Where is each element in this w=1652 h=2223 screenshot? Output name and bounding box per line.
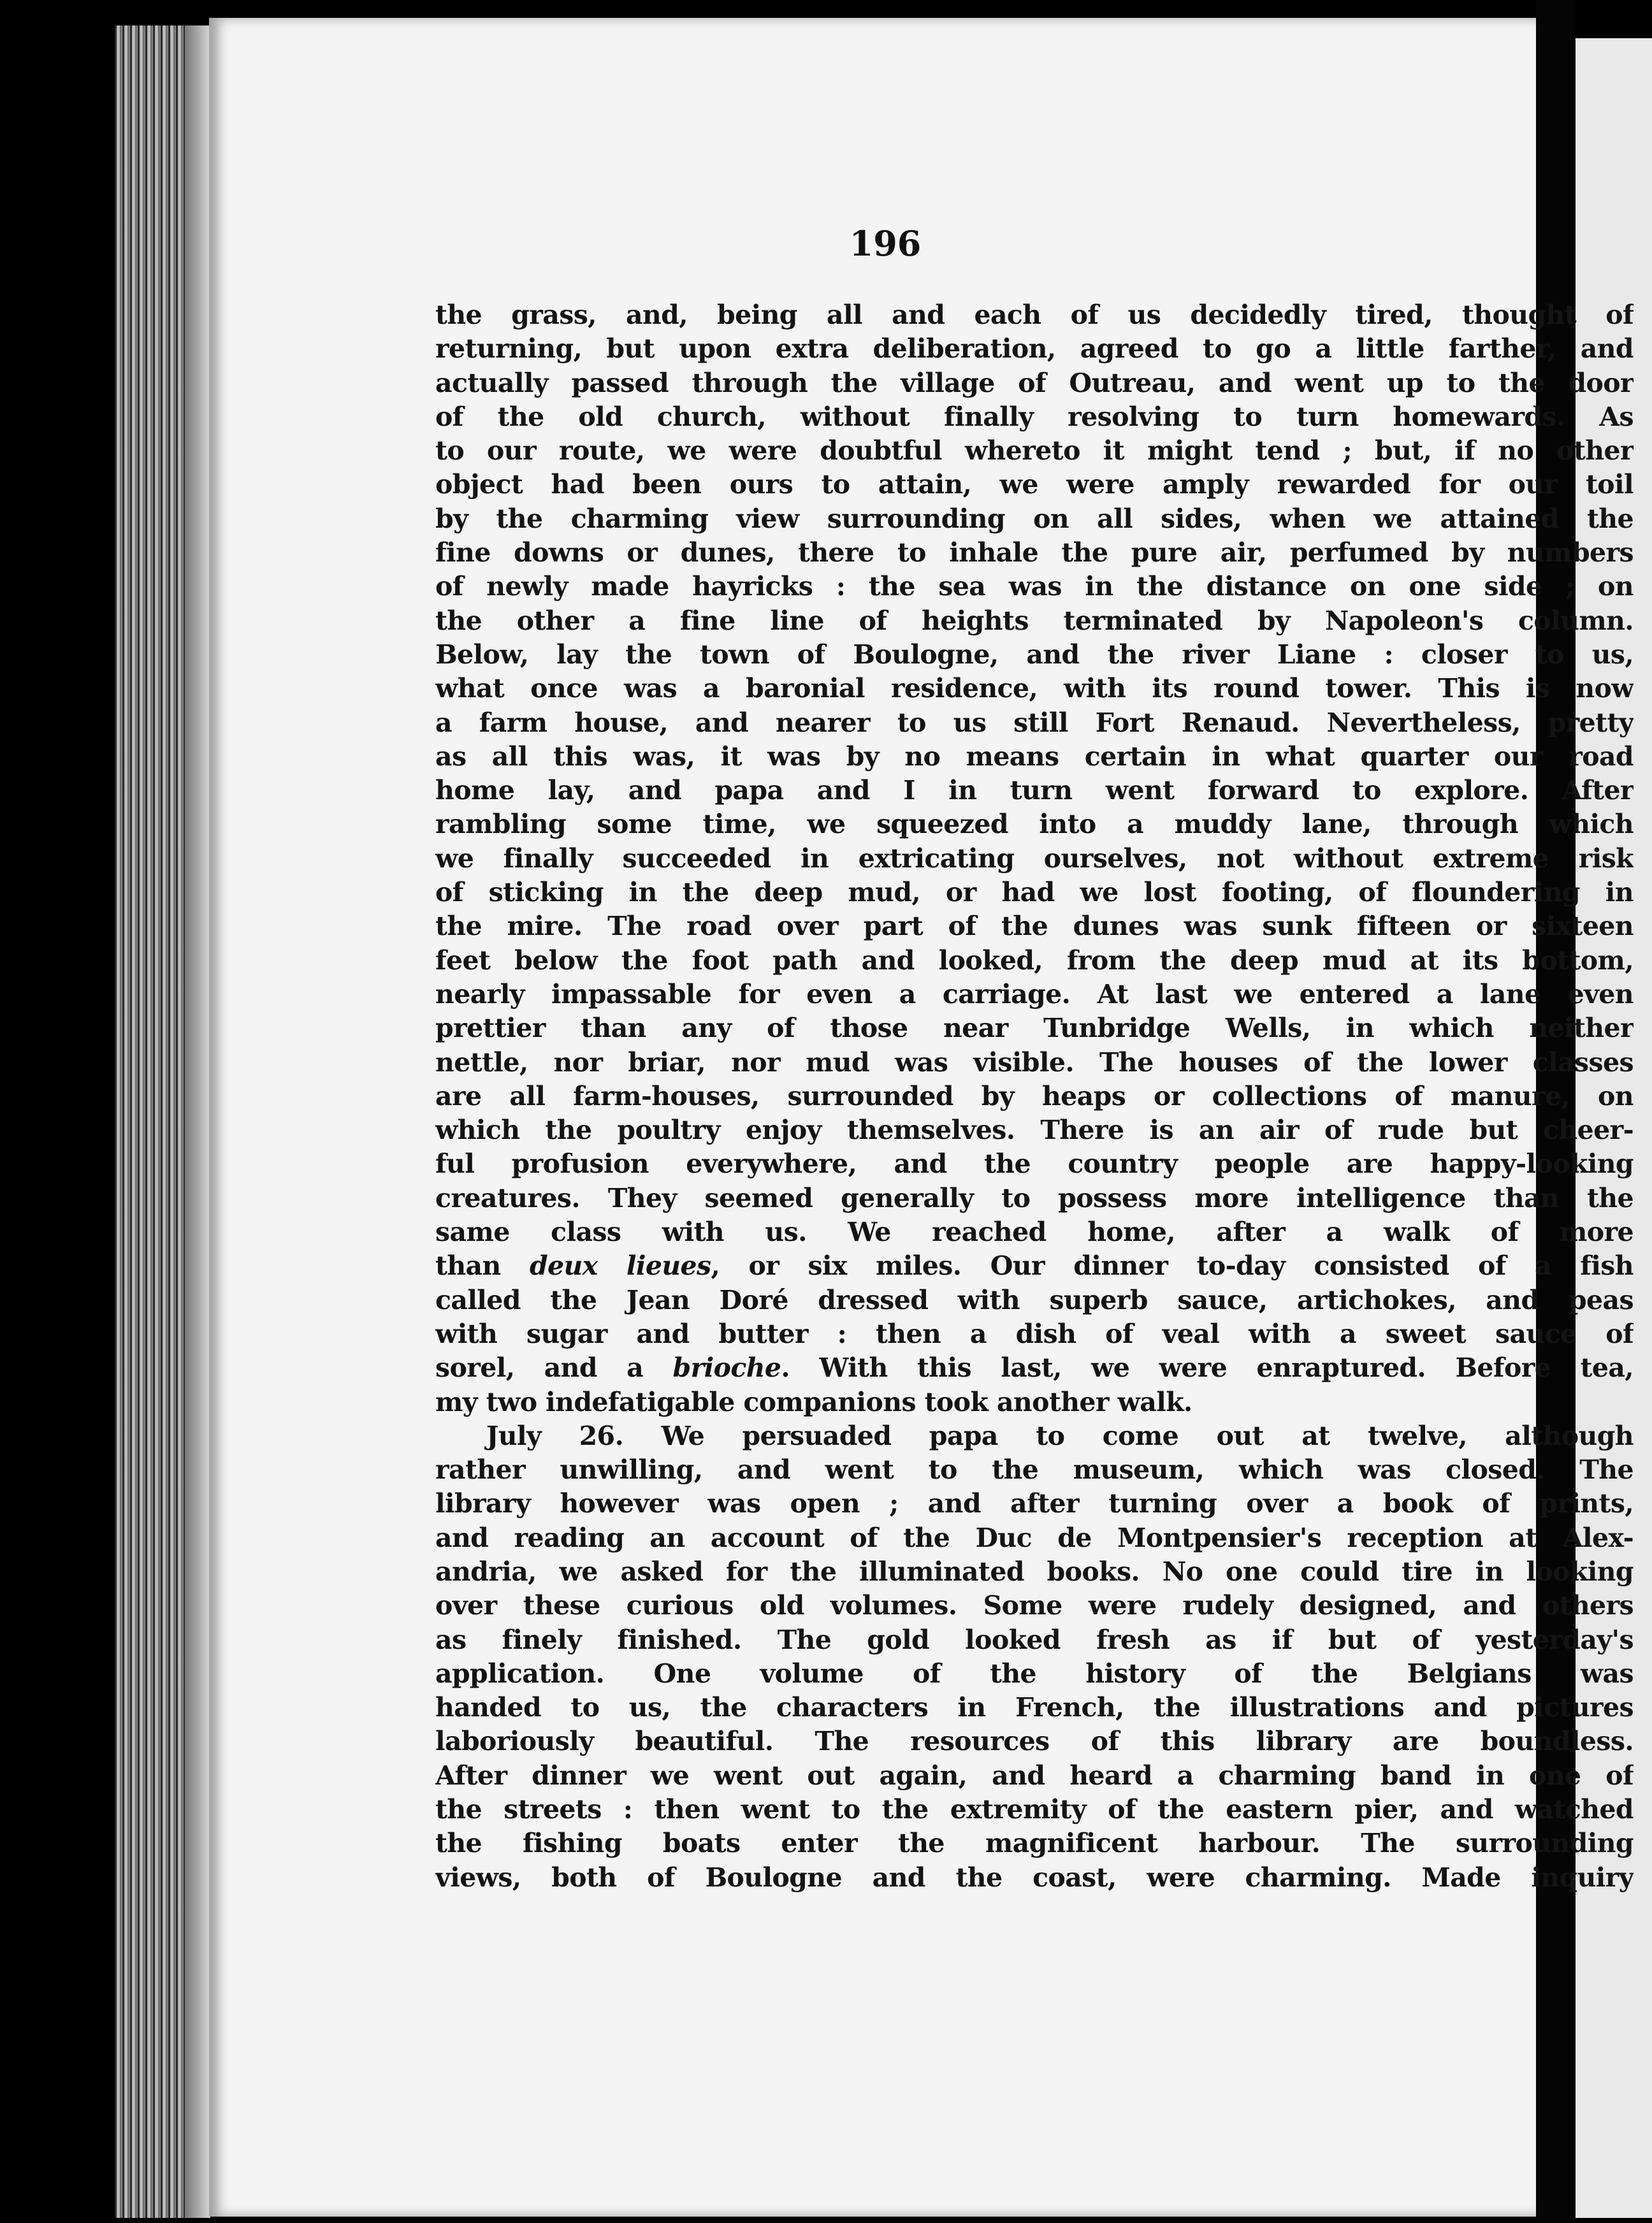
text-line: andria, we asked for the illuminated books. No one could tire in looking [435, 1556, 1634, 1587]
text-line: my two indefatigable companions took another walk. [435, 1386, 1192, 1417]
book-page [209, 18, 1634, 2217]
text-line: views, both of Boulogne and the coast, were charming. Made inquiry [435, 1862, 1634, 1893]
text-line: the fishing boats enter the magnificent harbour. The surrounding [435, 1828, 1634, 1859]
text-line: with sugar and butter : then a dish of veal with a sweet sauce of [435, 1318, 1634, 1349]
text-line: rambling some time, we squeezed into a muddy lane, through which [435, 809, 1634, 840]
text-line: library however was open ; and after turning over a book of prints, [435, 1488, 1634, 1519]
text-line: Below, lay the town of Boulogne, and the river Liane : closer to us, [435, 639, 1634, 670]
text-line: by the charming view surrounding on all sides, when we attained the [435, 503, 1634, 534]
text-line: same class with us. We reached home, after a walk of more [435, 1217, 1634, 1248]
text-line: home lay, and papa and I in turn went forward to explore. After [435, 775, 1634, 806]
body-text [435, 298, 1634, 1895]
text-line: application. One volume of the history of the Belgians was [435, 1658, 1634, 1689]
text-line: are all farm-houses, surrounded by heaps or collections of manure, on [435, 1080, 1634, 1112]
text-line: than deux lieues, or six miles. Our dinner to-day consisted of a fish [435, 1250, 1634, 1282]
italic-phrase: brioche [672, 1352, 781, 1384]
text-line: the grass, and, being all and each of us decidedly tired, thought of [435, 300, 1634, 330]
text-line: of newly made hayricks : the sea was in the distance on one side ; on [435, 571, 1634, 602]
text-line: July 26. We persuaded papa to come out at twelve, although [486, 1420, 1634, 1451]
text-line: sorel, and a brioche. With this last, we were enraptured. Before tea, [435, 1352, 1634, 1384]
text-line: we finally succeeded in extricating ourselves, not without extreme risk [435, 843, 1634, 874]
text-line: object had been ours to attain, we were amply rewarded for our toil [435, 469, 1634, 500]
text-line: prettier than any of those near Tunbridge Wells, in which neither [435, 1013, 1634, 1044]
text-line: the streets : then went to the extremity of the eastern pier, and watched [435, 1794, 1634, 1825]
text-line: a farm house, and nearer to us still Fort Renaud. Nevertheless, pretty [435, 707, 1634, 738]
text-line: to our route, we were doubtful whereto it might tend ; but, if no other [435, 435, 1634, 467]
text-line: nearly impassable for even a carriage. At last we entered a lane even [435, 978, 1634, 1010]
text-line: ful profusion everywhere, and the country people are happy-looking [435, 1148, 1634, 1180]
text-line: and reading an account of the Duc de Montpensier's reception at Alex- [435, 1522, 1634, 1553]
binding-shadow [185, 25, 210, 2218]
text-line: actually passed through the village of Outreau, and went up to the door [435, 367, 1634, 398]
text-line: returning, but upon extra deliberation, agreed to go a little farther, and [435, 333, 1634, 365]
text-line: called the Jean Doré dressed with superb sauce, artichokes, and peas [435, 1284, 1634, 1315]
text-line: as finely finished. The gold looked fresh as if but of yesterday's [435, 1624, 1634, 1655]
text-line: over these curious old volumes. Some were rudely designed, and others [435, 1590, 1634, 1621]
text-line: fine downs or dunes, there to inhale the pure air, perfumed by numbers [435, 537, 1634, 568]
text-line: the mire. The road over part of the dunes was sunk fifteen or sixteen [435, 911, 1634, 942]
text-line: After dinner we went out again, and heard a charming band in one of [435, 1760, 1634, 1791]
text-line: the other a fine line of heights terminated by Napoleon's column. [435, 605, 1634, 636]
text-line: laboriously beautiful. The resources of this library are boundless. [435, 1726, 1634, 1757]
text-line: what once was a baronial residence, with its round tower. This is now [435, 673, 1634, 704]
text-line: handed to us, the characters in French, the illustrations and pictures [435, 1692, 1634, 1723]
text-line: of sticking in the deep mud, or had we lost footing, of floundering in [435, 877, 1634, 908]
text-line: nettle, nor briar, nor mud was visible. The houses of the lower classes [435, 1046, 1634, 1078]
text-line: feet below the foot path and looked, from the deep mud at its bottom, [435, 945, 1634, 976]
text-line: which the poultry enjoy themselves. There is an air of rude but cheer- [435, 1115, 1634, 1146]
text-line: of the old church, without finally resolving to turn homewards. As [435, 401, 1634, 432]
text-line: as all this was, it was by no means certain in what quarter our road [435, 741, 1634, 772]
text-line: rather unwilling, and went to the museum, which was closed. The [435, 1454, 1634, 1486]
page-number: 196 [849, 223, 922, 264]
text-line: creatures. They seemed generally to possess more intelligence than the [435, 1182, 1634, 1213]
italic-phrase: deux lieues [530, 1250, 711, 1282]
